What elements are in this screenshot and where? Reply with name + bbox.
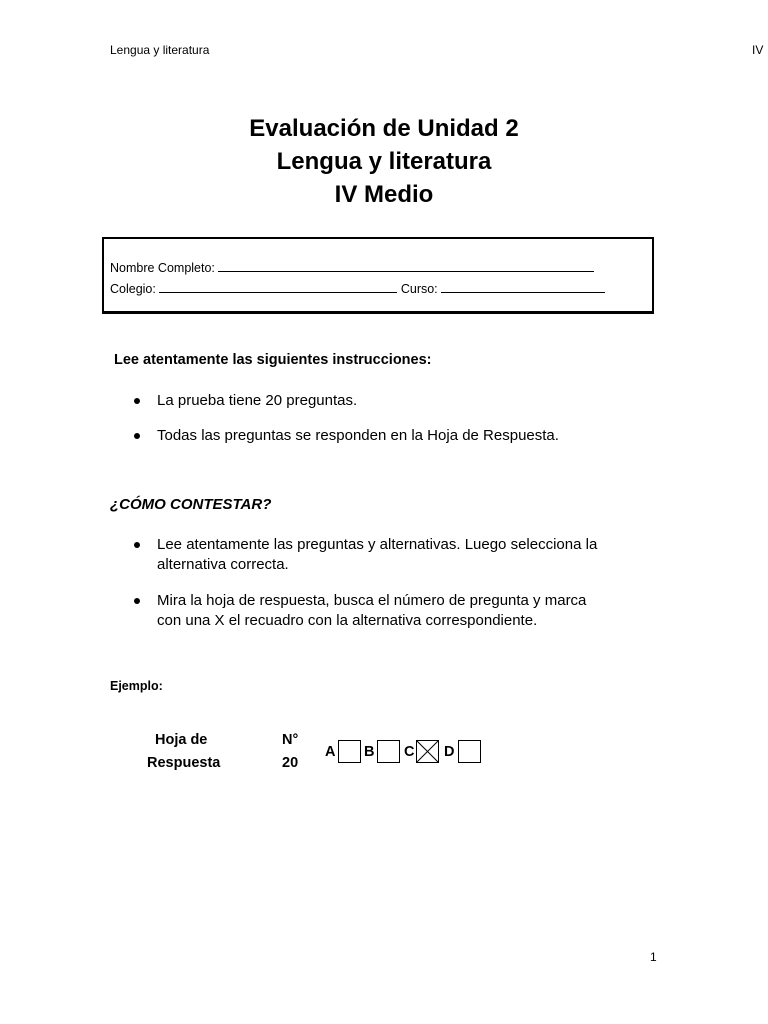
instructions-heading: Lee atentamente las siguientes instrucciones: [114,352,432,368]
option-a-box[interactable] [338,740,361,763]
nombre-blank [218,260,594,272]
como-item [157,535,597,575]
answer-sheet-label-1: Hoja de [155,732,208,748]
option-c-box-marked[interactable] [416,740,439,763]
como-item [157,591,586,631]
page-number: 1 [650,950,657,964]
bullet-icon [134,433,140,439]
como-item-line: Mira la hoja de respuesta, busca el número de pregunta y marca [157,592,587,609]
option-b-box[interactable] [377,740,400,763]
student-info-box [102,237,654,313]
running-header-level: IV [752,43,764,57]
question-number-value: 20 [282,755,299,771]
title-line-1: Evaluación de Unidad 2 [249,115,519,142]
bullet-icon [134,542,140,548]
instruction-item [157,391,357,411]
option-a-letter: A [325,744,336,760]
colegio-curso-field [110,281,605,296]
curso-label: Curso: [400,282,438,296]
example-label: Ejemplo: [110,679,163,693]
question-number-label: N° [282,732,299,748]
instruction-item [157,426,559,446]
colegio-blank [159,281,397,293]
colegio-label: Colegio: [110,282,156,296]
como-item-line: Lee atentamente las preguntas y alternativas. Luego selecciona la [157,536,598,553]
como-item-line: alternativa correcta. [157,556,289,573]
box-underline [102,313,654,314]
option-d-box[interactable] [458,740,481,763]
title-line-3: IV Medio [334,181,434,208]
nombre-field [110,260,594,275]
instruction-text: Todas las preguntas se responden en la Hoja de Respuesta. [157,427,559,444]
x-mark-icon [417,741,438,762]
como-item-line: con una X el recuadro con la alternativa correspondiente. [157,612,538,629]
running-header-title: Lengua y literatura [110,43,210,57]
bullet-icon [134,398,140,404]
title-line-2: Lengua y literatura [276,148,492,175]
bullet-icon [134,598,140,604]
option-b-letter: B [364,744,375,760]
option-c-letter: C [404,744,415,760]
option-d-letter: D [444,744,455,760]
curso-blank [441,281,605,293]
instruction-text: La prueba tiene 20 preguntas. [157,392,358,409]
answer-sheet-label-2: Respuesta [147,755,221,771]
nombre-label: Nombre Completo: [110,261,215,275]
como-contestar-heading: ¿CÓMO CONTESTAR? [110,496,272,513]
